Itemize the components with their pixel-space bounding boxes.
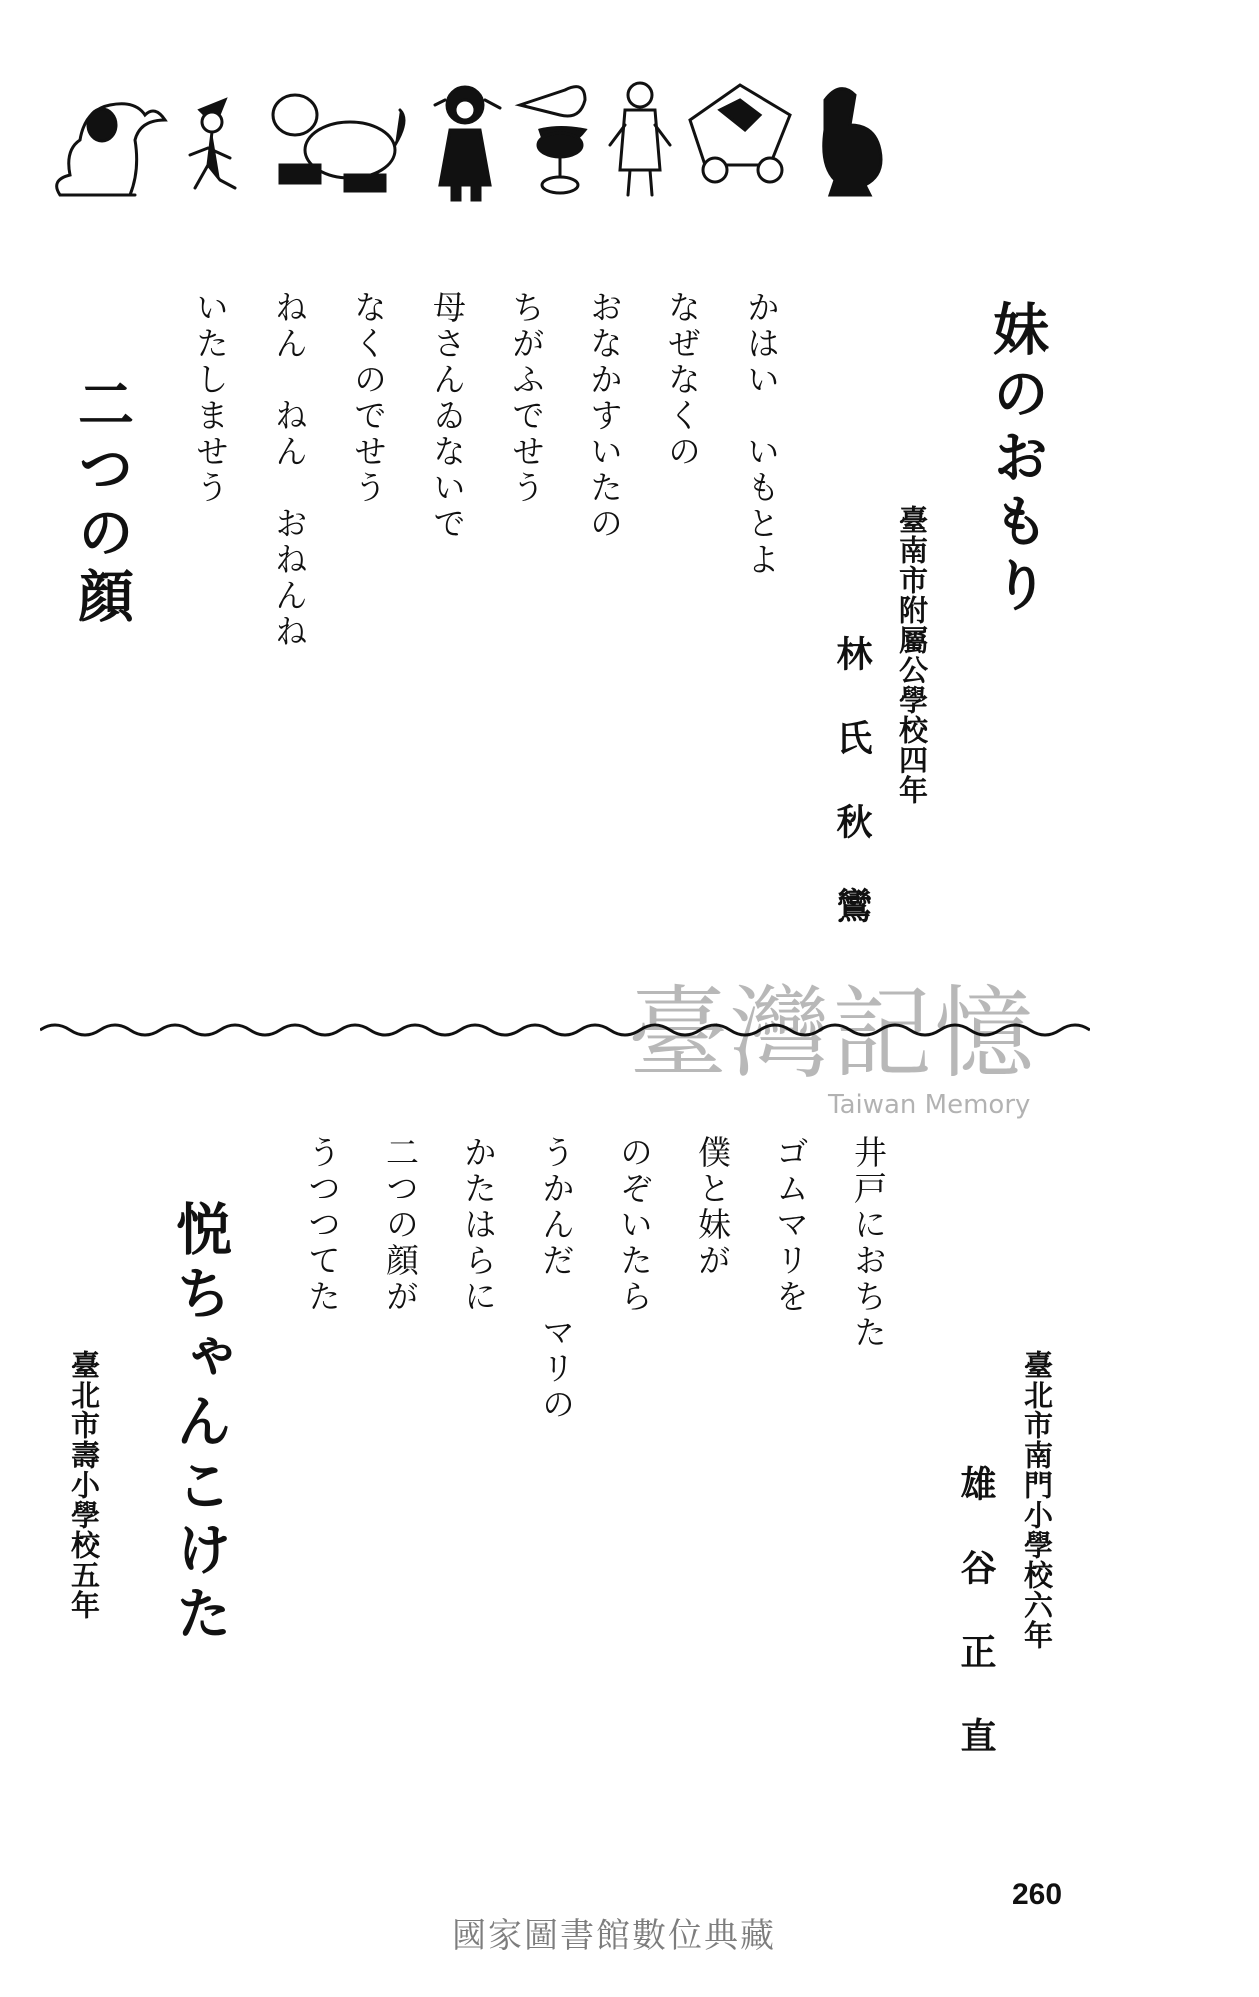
poem2-line-2: ゴムマリを [771, 1135, 810, 1315]
poem2-line-4: のぞいたら [615, 1135, 654, 1315]
poem2-line-7: 二つの顔が [381, 1135, 420, 1315]
dog-silhouette-icon [824, 89, 881, 195]
poem1-line-4: ちがふでせう [507, 290, 546, 506]
poem1-line-3: おなかすいたの [585, 290, 624, 542]
poem1-school: 臺南市附屬公學校四年 [895, 505, 929, 805]
poem1-line-7: ねん ねん おねんね [270, 290, 309, 650]
toy-car-icon [690, 85, 790, 182]
poem2-line-1: 井戸におちた [849, 1135, 888, 1351]
poem1-author: 林氏秋鸞 [831, 635, 872, 971]
mouse-icon [190, 100, 235, 188]
dog-icon [57, 104, 165, 195]
poem2-line-3: 僕と妹が [693, 1135, 732, 1279]
poem1-line-6: なくのでせう [349, 290, 388, 506]
footer-credit: 國家圖書館數位典藏 [452, 1916, 776, 1956]
poem1-line-5: 母さんゐないで [428, 290, 467, 542]
poem1-line-8: いたしませう [191, 290, 230, 506]
doll-icon [435, 87, 500, 200]
watermark-logo-text: 臺灣記憶 [628, 975, 1036, 1092]
toy-illustration-banner [40, 70, 1080, 210]
poem3-title: 悦ちゃんこけた [167, 1200, 233, 1648]
poem1-line-2: なぜなくの [663, 290, 702, 470]
duck-icon [520, 87, 585, 193]
page-number: 260 [1012, 1878, 1063, 1911]
poem2-school: 臺北市南門小學校六年 [1020, 1350, 1054, 1650]
poem2-author: 雄谷正直 [955, 1465, 996, 1801]
poem2-line-5: うかんだ マリの [537, 1135, 576, 1423]
watermark-subtitle: Taiwan Memory [828, 1090, 1031, 1120]
poem3-school: 臺北市壽小學校五年 [67, 1350, 101, 1620]
teddy-bear-icon [610, 83, 670, 195]
pig-icon [273, 95, 404, 191]
poem2-line-8: うつつてた [303, 1135, 342, 1315]
poem2-line-6: かたはらに [459, 1135, 498, 1315]
poem1-line-1: かはい いもとよ [742, 290, 781, 578]
poem1-title: 妹のおもり [984, 300, 1050, 620]
poem2-title: 二つの顔 [69, 375, 135, 631]
